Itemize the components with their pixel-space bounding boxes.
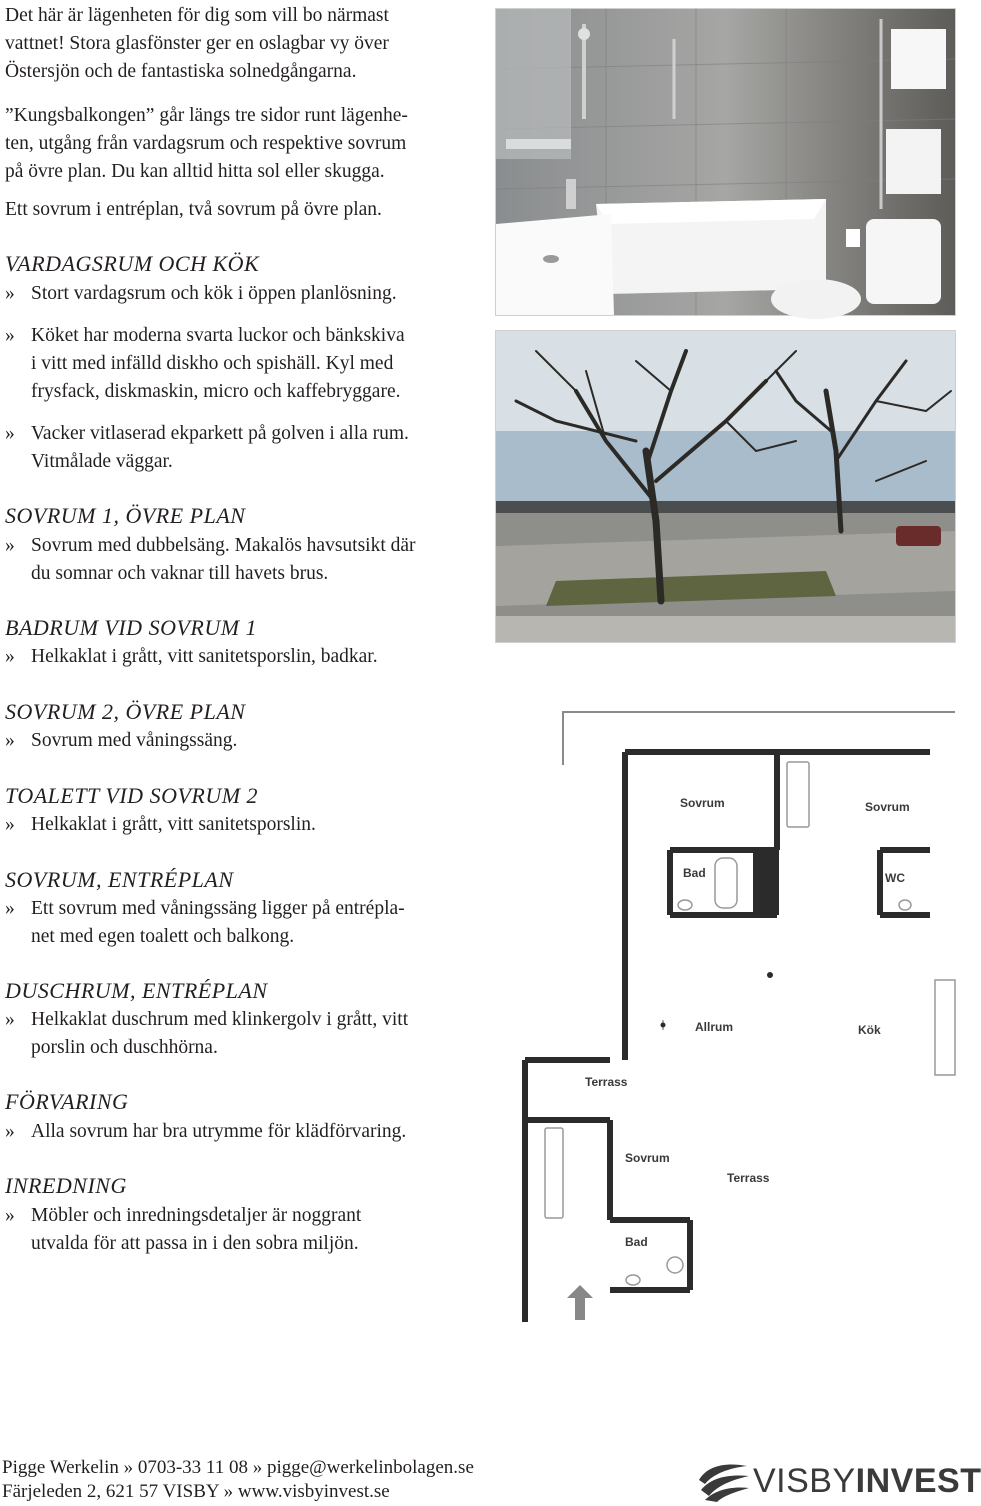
section-heading: VARDAGSRUM OCH KÖK xyxy=(5,251,260,276)
label-kok: Kök xyxy=(858,1023,881,1037)
section-heading: INREDNING xyxy=(5,1173,127,1198)
logo-text: VISBYINVEST xyxy=(753,1462,981,1500)
bullet-item xyxy=(5,1118,406,1145)
bullet-continuation: frysfack, diskmaskin, micro och kaffebryggare. xyxy=(31,381,401,402)
label-terrass-top: Terrass xyxy=(585,1075,628,1089)
bullet-marker: » xyxy=(5,814,15,835)
bathroom-photo xyxy=(495,8,956,316)
intro-line: ten, utgång från vardagsrum och respektive sovrum xyxy=(5,133,407,154)
bullet-text: Helkaklat i grått, vitt sanitetsporslin. xyxy=(31,814,316,835)
label-bad-lower: Bad xyxy=(625,1235,648,1249)
bullet-item xyxy=(5,643,378,670)
section-heading: SOVRUM, ENTRÉPLAN xyxy=(5,867,234,892)
section-heading: SOVRUM 2, ÖVRE PLAN xyxy=(5,699,246,724)
label-wc: WC xyxy=(885,871,905,885)
intro-line: på övre plan. Du kan alltid hitta sol eller skugga. xyxy=(5,161,385,182)
bullet-continuation: utvalda för att passa in i den sobra miljön. xyxy=(31,1233,359,1254)
label-allrum: Allrum xyxy=(695,1020,734,1034)
bullet-text: Helkaklat duschrum med klinkergolv i grått, vitt xyxy=(31,1009,409,1030)
bullet-item xyxy=(5,1006,408,1033)
label-bad-upper: Bad xyxy=(683,866,706,880)
bullet-item xyxy=(5,322,405,349)
section-heading: TOALETT VID SOVRUM 2 xyxy=(5,783,259,808)
intro-line: Östersjön och de fantastiska solnedgångarna. xyxy=(5,61,357,82)
bullet-marker: » xyxy=(5,1205,15,1226)
footer-contact: Pigge Werkelin » 0703-33 11 08 » pigge@werkelinbolagen.se xyxy=(2,1457,474,1478)
bullet-marker: » xyxy=(5,325,15,346)
bathroom-illustration xyxy=(496,9,955,315)
bullet-text: Möbler och inredningsdetaljer är noggrant xyxy=(31,1205,362,1226)
intro-line: vattnet! Stora glasfönster ger en oslagbar vy över xyxy=(5,33,389,54)
floor-plan xyxy=(515,700,955,1340)
floor-plan-drawing xyxy=(515,700,955,1340)
sea-view-photo xyxy=(495,330,956,643)
bullet-text: Alla sovrum har bra utrymme för klädförvaring. xyxy=(31,1121,407,1142)
section-heading: FÖRVARING xyxy=(5,1089,129,1114)
logo-mark-icon xyxy=(695,1458,751,1502)
bullet-item xyxy=(5,1202,361,1229)
intro-line: ”Kungsbalkongen” går längs tre sidor runt lägenhe- xyxy=(5,105,408,126)
label-sovrum-lower: Sovrum xyxy=(625,1151,670,1165)
bullet-marker: » xyxy=(5,1009,15,1030)
bullet-text: Sovrum med våningssäng. xyxy=(31,730,238,751)
bullet-text: Stort vardagsrum och kök i öppen planlösning. xyxy=(31,283,397,304)
bullet-marker: » xyxy=(5,1121,15,1142)
bullet-marker: » xyxy=(5,283,15,304)
intro-line: Det här är lägenheten för dig som vill bo närmast xyxy=(5,5,389,26)
bullet-continuation: Vitmålade väggar. xyxy=(31,451,173,472)
bullet-item xyxy=(5,811,316,838)
bullet-item xyxy=(5,895,405,922)
bullet-marker: » xyxy=(5,898,15,919)
bullet-item xyxy=(5,420,409,447)
label-sovrum-left: Sovrum xyxy=(680,796,725,810)
label-terrass-right: Terrass xyxy=(727,1171,770,1185)
bullet-text: Vacker vitlaserad ekparkett på golven i alla rum. xyxy=(31,423,409,444)
bullet-item xyxy=(5,532,416,559)
label-sovrum-right: Sovrum xyxy=(865,800,910,814)
bullet-continuation: net med egen toalett och balkong. xyxy=(31,926,295,947)
bullet-text: Helkaklat i grått, vitt sanitetsporslin, badkar. xyxy=(31,646,378,667)
bullet-continuation: du somnar och vaknar till havets brus. xyxy=(31,563,329,584)
visbyinvest-logo xyxy=(695,1458,981,1502)
section-heading: BADRUM VID SOVRUM 1 xyxy=(5,615,258,640)
bullet-marker: » xyxy=(5,730,15,751)
bullet-continuation: porslin och duschhörna. xyxy=(31,1037,218,1058)
intro-line: Ett sovrum i entréplan, två sovrum på övre plan. xyxy=(5,199,382,220)
bullet-item xyxy=(5,727,237,754)
sea-view-illustration xyxy=(496,331,955,642)
bullet-marker: » xyxy=(5,423,15,444)
bullet-marker: » xyxy=(5,535,15,556)
section-heading: SOVRUM 1, ÖVRE PLAN xyxy=(5,503,246,528)
bullet-continuation: i vitt med infälld diskho och spishäll. Kyl med xyxy=(31,353,394,374)
bullet-marker: » xyxy=(5,646,15,667)
bullet-text: Sovrum med dubbelsäng. Makalös havsutsikt där xyxy=(31,535,416,556)
section-heading: DUSCHRUM, ENTRÉPLAN xyxy=(5,978,268,1003)
footer-address: Färjeleden 2, 621 57 VISBY » www.visbyinvest.se xyxy=(2,1481,390,1502)
bullet-item xyxy=(5,280,397,307)
bullet-text: Ett sovrum med våningssäng ligger på entrépla- xyxy=(31,898,405,919)
bullet-text: Köket har moderna svarta luckor och bänkskiva xyxy=(31,325,405,346)
